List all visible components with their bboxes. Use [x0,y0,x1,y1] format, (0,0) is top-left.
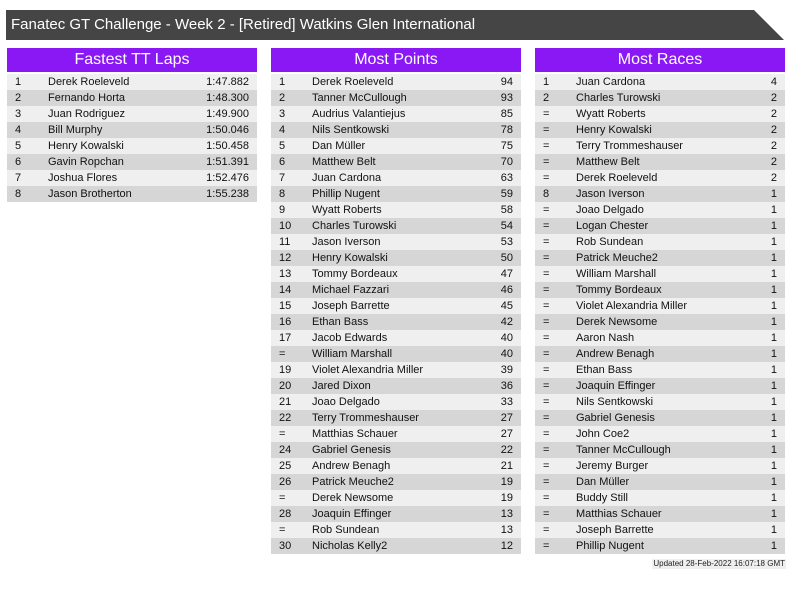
value-cell: 1 [770,348,777,360]
leaderboard-list [271,74,521,554]
leaderboard-row [7,106,257,122]
rank-cell: 17 [279,332,292,344]
driver-name-cell: Derek Roeleveld [48,76,130,88]
rank-cell: = [543,204,550,216]
leaderboard-row [535,506,785,522]
value-cell: 1 [770,524,777,536]
leaderboard-row [271,122,521,138]
rank-cell: 28 [279,508,292,520]
value-cell: 2 [770,140,777,152]
driver-name-cell: John Coe2 [576,428,630,440]
driver-name-cell: Joseph Barrette [576,524,654,536]
panel-title: Fastest TT Laps [7,48,257,72]
value-cell: 47 [500,268,513,280]
value-cell: 1 [770,364,777,376]
driver-name-cell: Andrew Benagh [312,460,391,472]
driver-name-cell: Audrius Valantiejus [312,108,406,120]
rank-cell: 2 [543,92,550,104]
leaderboard-row [271,202,521,218]
leaderboard-row [535,186,785,202]
value-cell: 45 [500,300,513,312]
value-cell: 40 [500,348,513,360]
leaderboard-row [271,458,521,474]
driver-name-cell: Bill Murphy [48,124,103,136]
leaderboard-row [535,378,785,394]
rank-cell: 7 [15,172,22,184]
rank-cell: = [543,252,550,264]
value-cell: 1 [770,380,777,392]
value-cell: 36 [500,380,513,392]
value-cell: 1 [770,204,777,216]
driver-name-cell: Wyatt Roberts [576,108,646,120]
driver-name-cell: Juan Rodriguez [48,108,126,120]
value-cell: 1 [770,396,777,408]
value-cell: 1:52.476 [206,172,249,184]
driver-name-cell: Phillip Nugent [312,188,380,200]
value-cell: 1 [770,284,777,296]
rank-cell: 12 [279,252,292,264]
rank-cell: 19 [279,364,292,376]
value-cell: 1 [770,428,777,440]
rank-cell: = [543,444,550,456]
driver-name-cell: Rob Sundean [576,236,644,248]
driver-name-cell: Joaquin Effinger [576,380,656,392]
leaderboard-row [271,218,521,234]
leaderboard-row [271,234,521,250]
leaderboard-row [535,346,785,362]
value-cell: 13 [500,508,513,520]
leaderboard-row [535,154,785,170]
most-points-panel [271,48,521,554]
value-cell: 2 [770,108,777,120]
value-cell: 39 [500,364,513,376]
leaderboard-row [271,266,521,282]
driver-name-cell: Phillip Nugent [576,540,644,552]
leaderboard-row [535,522,785,538]
driver-name-cell: Derek Roeleveld [312,76,394,88]
rank-cell: 2 [15,92,22,104]
driver-name-cell: Charles Turowski [576,92,661,104]
rank-cell: 1 [543,76,550,88]
value-cell: 85 [500,108,513,120]
rank-cell: = [543,428,550,440]
driver-name-cell: Henry Kowalski [48,140,124,152]
driver-name-cell: Gavin Ropchan [48,156,124,168]
rank-cell: 13 [279,268,292,280]
driver-name-cell: Jacob Edwards [312,332,388,344]
value-cell: 1 [770,492,777,504]
leaderboard-row [271,490,521,506]
value-cell: 1 [770,508,777,520]
driver-name-cell: Juan Cardona [576,76,646,88]
leaderboard-row [271,394,521,410]
value-cell: 19 [500,492,513,504]
value-cell: 1:48.300 [206,92,249,104]
value-cell: 53 [500,236,513,248]
rank-cell: 9 [279,204,286,216]
driver-name-cell: William Marshall [576,268,657,280]
value-cell: 42 [500,316,513,328]
leaderboard-row [271,138,521,154]
leaderboard-row [271,90,521,106]
rank-cell: = [543,268,550,280]
value-cell: 19 [500,476,513,488]
leaderboard-row [535,218,785,234]
leaderboard-row [535,106,785,122]
rank-cell: 10 [279,220,292,232]
updated-timestamp: Updated 28-Feb-2022 16:07:18 GMT [653,559,785,568]
driver-name-cell: Jeremy Burger [576,460,649,472]
rank-cell: 8 [15,188,22,200]
driver-name-cell: Wyatt Roberts [312,204,382,216]
rank-cell: 11 [279,236,291,248]
driver-name-cell: Violet Alexandria Miller [576,300,688,312]
driver-name-cell: Nils Sentkowski [312,124,390,136]
rank-cell: = [543,476,550,488]
rank-cell: = [543,492,550,504]
leaderboard-row [7,170,257,186]
value-cell: 94 [500,76,513,88]
rank-cell: 4 [15,124,22,136]
driver-name-cell: Jason Brotherton [48,188,132,200]
rank-cell: 5 [15,140,22,152]
driver-name-cell: Nicholas Kelly2 [312,540,388,552]
driver-name-cell: Joshua Flores [48,172,118,184]
value-cell: 1:50.046 [206,124,249,136]
rank-cell: 15 [279,300,292,312]
rank-cell: 8 [543,188,550,200]
title-banner [6,10,784,40]
rank-cell: 1 [279,76,286,88]
driver-name-cell: Matthias Schauer [576,508,662,520]
rank-cell: 5 [279,140,286,152]
value-cell: 46 [500,284,513,296]
rank-cell: 25 [279,460,292,472]
value-cell: 1 [770,412,777,424]
most-races-panel [535,48,785,554]
value-cell: 1 [770,444,777,456]
rank-cell: = [543,156,550,168]
driver-name-cell: Tanner McCullough [576,444,671,456]
leaderboard-row [271,106,521,122]
value-cell: 1:51.391 [206,156,249,168]
value-cell: 1:50.458 [206,140,249,152]
rank-cell: = [543,284,550,296]
rank-cell: = [543,172,550,184]
leaderboard-row [535,170,785,186]
rank-cell: = [543,364,550,376]
driver-name-cell: Matthew Belt [576,156,640,168]
rank-cell: = [543,124,550,136]
driver-name-cell: Jason Iverson [312,236,381,248]
rank-cell: 7 [279,172,286,184]
rank-cell: = [543,460,550,472]
fastest-tt-laps-panel [7,48,257,202]
driver-name-cell: Ethan Bass [576,364,633,376]
leaderboard-row [7,122,257,138]
value-cell: 1 [770,188,777,200]
leaderboard-row [271,74,521,90]
rank-cell: 8 [279,188,286,200]
value-cell: 1 [770,300,777,312]
leaderboard-list [535,74,785,554]
rank-cell: 6 [279,156,286,168]
page-title: Fanatec GT Challenge - Week 2 - [Retired] Watkins Glen International [11,16,476,33]
rank-cell: 20 [279,380,292,392]
driver-name-cell: Fernando Horta [48,92,126,104]
leaderboard-row [7,74,257,90]
leaderboard-row [535,538,785,554]
leaderboard-row [271,154,521,170]
driver-name-cell: Matthias Schauer [312,428,398,440]
rank-cell: 22 [279,412,292,424]
rank-cell: = [543,348,550,360]
leaderboard-row [7,186,257,202]
leaderboard-row [535,394,785,410]
leaderboard-row [535,362,785,378]
driver-name-cell: Derek Roeleveld [576,172,658,184]
leaderboard-row [7,138,257,154]
rank-cell: = [543,508,550,520]
value-cell: 1 [770,252,777,264]
rank-cell: = [543,140,550,152]
rank-cell: = [543,412,550,424]
rank-cell: 16 [279,316,292,328]
leaderboard-row [7,154,257,170]
value-cell: 12 [500,540,513,552]
rank-cell: = [543,396,550,408]
leaderboard-row [535,330,785,346]
leaderboard-row [271,250,521,266]
leaderboard-row [271,314,521,330]
rank-cell: 3 [279,108,286,120]
rank-cell: = [279,428,286,440]
leaderboard-row [535,474,785,490]
leaderboard-row [271,442,521,458]
leaderboard-row [271,362,521,378]
driver-name-cell: Logan Chester [576,220,649,232]
rank-cell: = [279,348,286,360]
rank-cell: = [543,524,550,536]
value-cell: 13 [500,524,513,536]
driver-name-cell: Michael Fazzari [312,284,390,296]
rank-cell: 21 [279,396,292,408]
leaderboard-row [535,458,785,474]
value-cell: 1:49.900 [206,108,249,120]
value-cell: 1 [770,460,777,472]
driver-name-cell: Gabriel Genesis [312,444,391,456]
value-cell: 27 [500,428,513,440]
driver-name-cell: Joao Delgado [576,204,644,216]
value-cell: 40 [500,332,513,344]
value-cell: 78 [500,124,513,136]
value-cell: 1 [770,236,777,248]
leaderboard-row [271,378,521,394]
rank-cell: 26 [279,476,292,488]
rank-cell: = [543,300,550,312]
value-cell: 59 [500,188,513,200]
value-cell: 93 [500,92,513,104]
rank-cell: 30 [279,540,292,552]
leaderboard-row [535,74,785,90]
driver-name-cell: Juan Cardona [312,172,382,184]
leaderboard-row [271,474,521,490]
rank-cell: 4 [279,124,286,136]
leaderboard-row [535,138,785,154]
driver-name-cell: Aaron Nash [576,332,635,344]
leaderboard-row [271,506,521,522]
rank-cell: 2 [279,92,286,104]
value-cell: 4 [770,76,777,88]
rank-cell: = [279,492,286,504]
driver-name-cell: Jason Iverson [576,188,645,200]
value-cell: 70 [500,156,513,168]
driver-name-cell: Dan Müller [576,476,630,488]
driver-name-cell: Ethan Bass [312,316,369,328]
value-cell: 58 [500,204,513,216]
driver-name-cell: Joao Delgado [312,396,380,408]
rank-cell: = [543,236,550,248]
leaderboard-row [535,282,785,298]
leaderboard-row [535,122,785,138]
driver-name-cell: Tommy Bordeaux [576,284,662,296]
driver-name-cell: Rob Sundean [312,524,380,536]
leaderboard-row [271,538,521,554]
rank-cell: = [279,524,286,536]
leaderboard-row [271,170,521,186]
leaderboard-list [7,74,257,202]
leaderboard-row [271,522,521,538]
value-cell: 2 [770,124,777,136]
leaderboard-row [535,266,785,282]
value-cell: 33 [500,396,513,408]
driver-name-cell: Buddy Still [576,492,628,504]
driver-name-cell: Derek Newsome [576,316,658,328]
driver-name-cell: Derek Newsome [312,492,394,504]
leaderboard-row [535,202,785,218]
rank-cell: 3 [15,108,22,120]
rank-cell: 24 [279,444,292,456]
driver-name-cell: Terry Trommeshauser [576,140,683,152]
value-cell: 1 [770,332,777,344]
leaderboard-row [271,410,521,426]
leaderboard-row [271,330,521,346]
rank-cell: 1 [15,76,22,88]
leaderboard-row [7,90,257,106]
value-cell: 27 [500,412,513,424]
driver-name-cell: Andrew Benagh [576,348,655,360]
value-cell: 54 [500,220,513,232]
driver-name-cell: William Marshall [312,348,393,360]
driver-name-cell: Jared Dixon [312,380,371,392]
driver-name-cell: Terry Trommeshauser [312,412,419,424]
value-cell: 22 [500,444,513,456]
rank-cell: = [543,108,550,120]
driver-name-cell: Dan Müller [312,140,366,152]
driver-name-cell: Patrick Meuche2 [576,252,658,264]
leaderboard-row [535,314,785,330]
driver-name-cell: Joseph Barrette [312,300,390,312]
leaderboard-row [271,426,521,442]
leaderboard-row [535,490,785,506]
driver-name-cell: Nils Sentkowski [576,396,654,408]
driver-name-cell: Tanner McCullough [312,92,407,104]
rank-cell: = [543,380,550,392]
value-cell: 2 [770,156,777,168]
leaderboard-row [535,90,785,106]
driver-name-cell: Joaquin Effinger [312,508,392,520]
rank-cell: = [543,316,550,328]
driver-name-cell: Charles Turowski [312,220,397,232]
leaderboard-row [271,282,521,298]
leaderboard-row [535,442,785,458]
rank-cell: 14 [279,284,292,296]
driver-name-cell: Matthew Belt [312,156,376,168]
value-cell: 75 [500,140,513,152]
value-cell: 63 [500,172,513,184]
leaderboard-row [271,186,521,202]
value-cell: 1 [770,316,777,328]
leaderboard-row [535,426,785,442]
value-cell: 1 [770,476,777,488]
value-cell: 2 [770,92,777,104]
value-cell: 1 [770,220,777,232]
panel-title: Most Points [271,48,521,72]
driver-name-cell: Violet Alexandria Miller [312,364,424,376]
value-cell: 21 [500,460,513,472]
value-cell: 1 [770,268,777,280]
leaderboard-row [535,410,785,426]
leaderboard-row [271,298,521,314]
value-cell: 2 [770,172,777,184]
rank-cell: = [543,540,550,552]
leaderboard-row [271,346,521,362]
driver-name-cell: Tommy Bordeaux [312,268,398,280]
panel-title: Most Races [535,48,785,72]
rank-cell: = [543,220,550,232]
driver-name-cell: Henry Kowalski [576,124,652,136]
driver-name-cell: Gabriel Genesis [576,412,655,424]
driver-name-cell: Henry Kowalski [312,252,388,264]
value-cell: 50 [500,252,513,264]
leaderboard-row [535,234,785,250]
rank-cell: = [543,332,550,344]
value-cell: 1:47.882 [206,76,249,88]
leaderboard-row [535,250,785,266]
rank-cell: 6 [15,156,22,168]
driver-name-cell: Patrick Meuche2 [312,476,394,488]
value-cell: 1:55.238 [206,188,249,200]
leaderboard-row [535,298,785,314]
value-cell: 1 [770,540,777,552]
